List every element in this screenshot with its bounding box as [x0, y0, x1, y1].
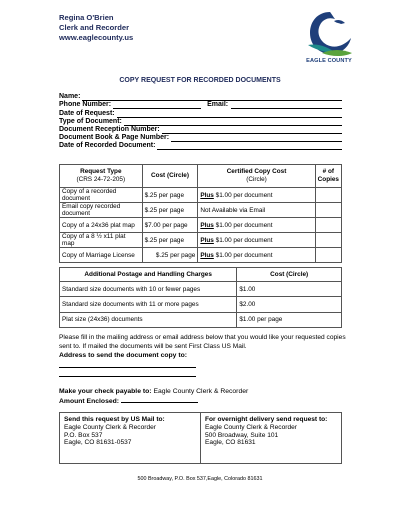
reception-input-line[interactable] — [162, 127, 342, 134]
phone-label: Phone Number: — [59, 101, 112, 109]
amount-input-line[interactable] — [121, 397, 198, 403]
mail-box-title: Send this request by US Mail to: — [64, 416, 165, 423]
footer-address: 500 Broadway, P.O. Box 537,Eagle, Colorado 81631 — [137, 476, 263, 482]
cost-cell[interactable]: $7.00 per page — [142, 218, 198, 233]
name-input-line[interactable] — [82, 95, 342, 102]
postage-desc-cell: Plat size (24x36) documents — [60, 312, 237, 327]
form-title: COPY REQUEST FOR RECORDED DOCUMENTS — [119, 77, 281, 84]
request-type-cell: Copy of a 8 ½ x11 plat map — [60, 233, 143, 248]
name-label: Name: — [59, 93, 81, 101]
mail-box-line: P.O. Box 537 — [64, 431, 103, 439]
phone-input-line[interactable] — [113, 103, 201, 110]
certified-value: $1.00 per document — [215, 221, 273, 229]
table-row — [60, 233, 342, 248]
send-instructions — [59, 412, 342, 464]
certified-cell — [198, 203, 315, 218]
cost-cell[interactable]: $.25 per page — [142, 203, 198, 218]
cost-cell[interactable]: $.25 per page — [142, 188, 198, 203]
copies-header: # of Copies — [315, 165, 341, 188]
cost-header: Cost (Circle) — [142, 165, 198, 188]
book-page-label: Document Book & Page Number: — [59, 134, 170, 142]
request-type-table — [59, 164, 342, 263]
date-request-input-line[interactable] — [117, 111, 342, 118]
table-row — [60, 312, 342, 327]
overnight-box-line: 500 Broadway, Suite 101 — [205, 431, 279, 439]
table-header-row — [60, 165, 342, 188]
certified-cell[interactable] — [198, 218, 315, 233]
postage-desc-cell: Standard size documents with 10 or fewer pages — [60, 282, 237, 297]
amount-label: Amount Enclosed: — [59, 397, 120, 405]
type-doc-label: Type of Document: — [59, 117, 122, 125]
table-header-row — [60, 268, 342, 282]
mail-box-line: Eagle, CO 81631-0537 — [64, 439, 132, 447]
requester-fields — [59, 93, 342, 150]
payable-label: Make your check payable to: — [59, 388, 152, 395]
contact-field[interactable] — [59, 101, 342, 109]
overnight-box-line: Eagle County Clerk & Recorder — [205, 423, 297, 431]
overnight-box-line: Eagle, CO 81631 — [205, 439, 256, 447]
date-recorded-field[interactable] — [59, 142, 342, 150]
payable-row — [59, 388, 349, 397]
address-line-1[interactable] — [59, 367, 196, 368]
table-row — [60, 248, 342, 263]
table-row — [60, 282, 342, 297]
overnight-box — [200, 413, 341, 463]
mail-box — [60, 413, 200, 463]
request-type-cell: Copy of a recorded document — [60, 188, 143, 203]
copies-cell[interactable] — [315, 203, 341, 218]
overnight-box-title: For overnight delivery send request to: — [205, 416, 328, 423]
date-recorded-input-line[interactable] — [157, 144, 342, 151]
request-type-cell: Email copy recorded document — [60, 203, 143, 218]
type-doc-field[interactable] — [59, 118, 342, 126]
certified-value: $1.00 per document — [215, 191, 273, 199]
type-doc-input-line[interactable] — [124, 119, 342, 126]
certified-cell[interactable] — [198, 233, 315, 248]
county-website: www.eaglecounty.us — [59, 33, 134, 43]
logo-wordmark: EAGLE COUNTY — [306, 58, 352, 64]
certified-value: $1.00 per document — [215, 236, 273, 244]
cost-cell[interactable]: $.25 per page — [142, 233, 198, 248]
request-type-header — [60, 165, 143, 188]
charges-header: Additional Postage and Handling Charges — [60, 268, 237, 282]
plus-label: Plus — [200, 251, 214, 259]
reception-label: Document Reception Number: — [59, 125, 160, 133]
email-label: Email: — [207, 101, 229, 109]
postage-cost-cell[interactable]: $1.00 per page — [237, 312, 342, 327]
table-row — [60, 218, 342, 233]
certified-value: Not Available via Email — [200, 206, 266, 214]
instructions-text: Please fill in the mailing address or email address below that you would like your requested copies sent to. If mailed the documents will be sent First Class US Mail. — [59, 334, 346, 350]
copies-cell[interactable] — [315, 233, 341, 248]
table-row — [60, 297, 342, 312]
book-page-input-line[interactable] — [171, 136, 342, 143]
postage-table — [59, 267, 342, 328]
letterhead — [59, 13, 133, 44]
postage-desc-cell: Standard size documents with 11 or more pages — [60, 297, 237, 312]
date-recorded-label: Date of Recorded Document: — [59, 142, 156, 150]
request-type-header-label: Request Type — [80, 168, 122, 176]
payment-section — [59, 388, 349, 406]
postage-cost-cell[interactable]: $1.00 — [237, 282, 342, 297]
table-row — [60, 188, 342, 203]
plus-label: Plus — [200, 221, 214, 229]
certified-header-sub: (Circle) — [246, 176, 267, 183]
date-request-field[interactable] — [59, 109, 342, 117]
certified-cell[interactable] — [198, 188, 315, 203]
mail-box-line: Eagle County Clerk & Recorder — [64, 423, 156, 431]
email-input-line[interactable] — [231, 103, 342, 110]
payable-value: Eagle County Clerk & Recorder — [153, 388, 249, 395]
plus-label: Plus — [200, 236, 214, 244]
request-type-cell: Copy of a 24x36 plat map — [60, 218, 143, 233]
certified-value: $1.00 per document — [215, 251, 273, 259]
certified-header — [198, 165, 315, 188]
address-line-2[interactable] — [59, 376, 196, 377]
book-page-field[interactable] — [59, 134, 342, 142]
clerk-office: Clerk and Recorder — [59, 23, 130, 33]
request-type-cell: Copy of Marriage License — [60, 248, 143, 263]
name-field[interactable] — [59, 93, 342, 101]
reception-field[interactable] — [59, 126, 342, 134]
request-type-header-sub: (CRS 24-72-205) — [76, 176, 126, 183]
certified-cell[interactable] — [198, 248, 315, 263]
copies-cell[interactable] — [315, 248, 341, 263]
plus-label: Plus — [200, 191, 214, 199]
copies-cell[interactable] — [315, 188, 341, 203]
clerk-name: Regina O'Brien — [59, 13, 114, 22]
amount-row — [59, 397, 349, 407]
table-row — [60, 203, 342, 218]
postage-cost-cell[interactable]: $2.00 — [237, 297, 342, 312]
address-label: Address to send the document copy to: — [59, 352, 188, 359]
copies-cell[interactable] — [315, 218, 341, 233]
cost-cell[interactable]: $.25 per page — [142, 248, 198, 263]
postage-cost-header: Cost (Circle) — [237, 268, 342, 282]
date-request-label: Date of Request: — [59, 109, 115, 117]
certified-header-label: Certified Copy Cost — [226, 168, 287, 176]
